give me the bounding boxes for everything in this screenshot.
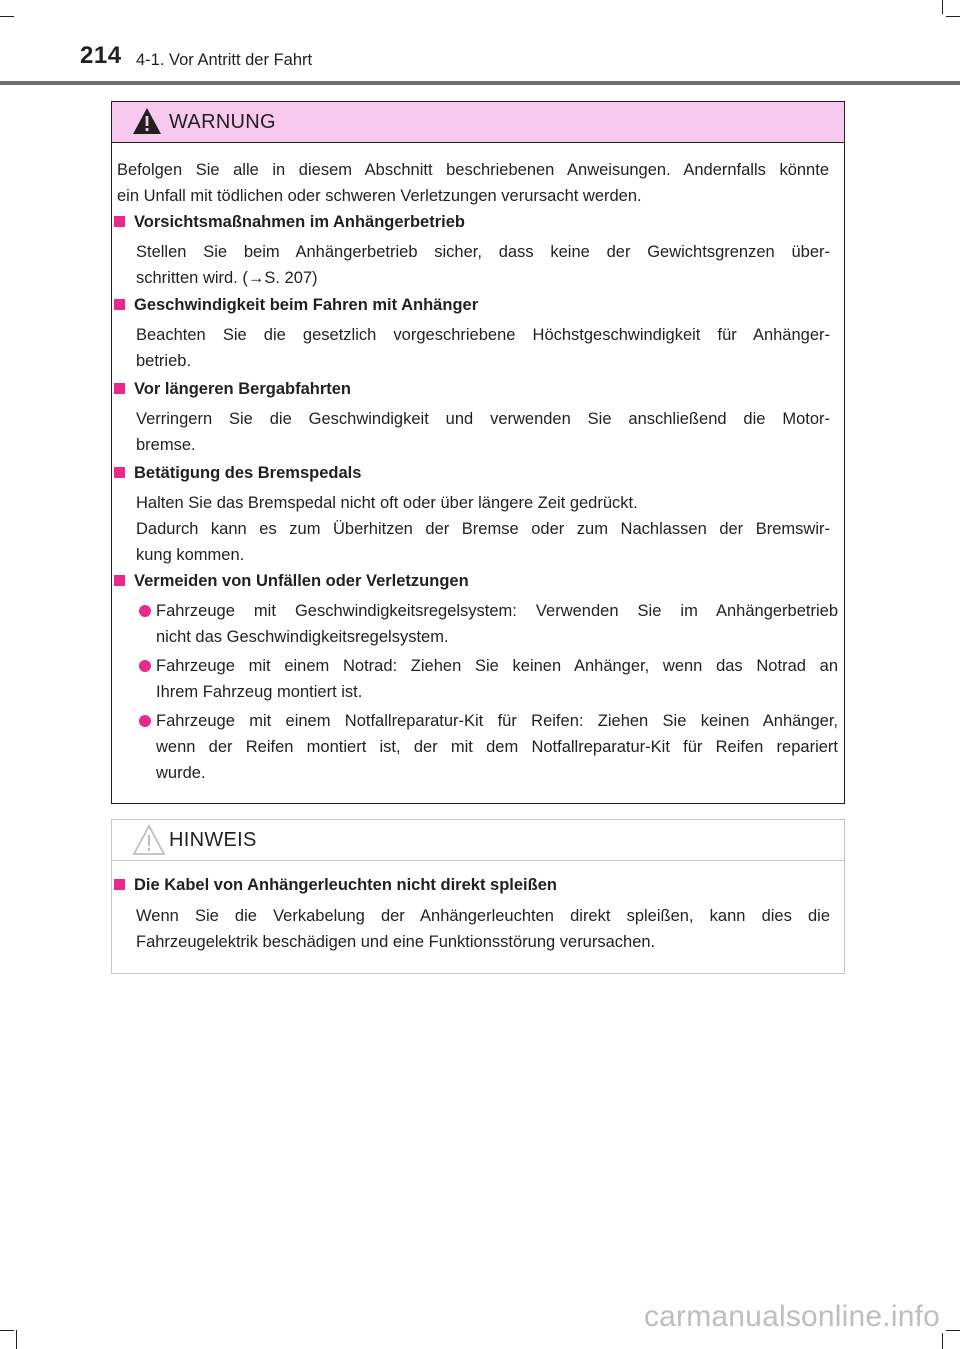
- crop-mark: [946, 1330, 960, 1331]
- round-bullet-icon: [139, 605, 151, 617]
- warning-paragraph-2: Beachten Sie die gesetzlich vorgeschriebene Höchstgeschwindigkeit für Anhänger- betrieb.: [136, 326, 830, 370]
- note-header: [112, 820, 844, 861]
- warning-paragraph-1: Stellen Sie beim Anhängerbetrieb sicher, dass keine der Gewichtsgrenzen über- schritten wird. (→S. 207): [136, 243, 830, 287]
- warning-heading-4: Betätigung des Bremspedals: [114, 464, 361, 483]
- crop-mark: [0, 1330, 14, 1331]
- crop-mark: [942, 1333, 943, 1349]
- round-bullet-icon: [139, 715, 151, 727]
- square-bullet-icon: [114, 879, 125, 890]
- warning-heading-2: Geschwindigkeit beim Fahren mit Anhänger: [114, 296, 478, 315]
- watermark: carmanualsonline.info: [643, 1300, 940, 1333]
- square-bullet-icon: [114, 216, 125, 227]
- note-paragraph: Wenn Sie die Verkabelung der Anhängerleuchten direkt spleißen, kann dies die Fahrzeugelektrik beschädigen und eine Funktionsstörung verursachen.: [136, 907, 830, 951]
- square-bullet-icon: [114, 467, 125, 478]
- page-header: [0, 0, 960, 90]
- warning-paragraph-3: Verringern Sie die Geschwindigkeit und verwenden Sie anschließend die Motor- bremse.: [136, 410, 830, 454]
- warning-heading-1: Vorsichtsmaßnahmen im Anhängerbetrieb: [114, 213, 465, 232]
- warning-triangle-icon: [132, 107, 162, 135]
- section-title: 4-1. Vor Antritt der Fahrt: [136, 51, 313, 69]
- caution-triangle-icon: [132, 824, 166, 856]
- warning-heading-3: Vor längeren Bergabfahrten: [114, 380, 351, 399]
- round-bullet-icon: [139, 660, 151, 672]
- page-number: 214: [80, 42, 122, 69]
- warning-heading-5: Vermeiden von Unfällen oder Verletzungen: [114, 572, 469, 591]
- note-title: HINWEIS: [169, 829, 257, 851]
- note-heading: Die Kabel von Anhängerleuchten nicht direkt spleißen: [114, 876, 557, 895]
- square-bullet-icon: [114, 383, 125, 394]
- header-rule: [0, 81, 960, 85]
- warning-paragraph-4: Halten Sie das Bremspedal nicht oft oder über längere Zeit gedrückt. Dadurch kann es zum Überhitzen der Bremse oder zum Nachlassen der Bremswir- kung kommen.: [136, 494, 830, 564]
- square-bullet-icon: [114, 575, 125, 586]
- warning-header: [112, 102, 844, 143]
- square-bullet-icon: [114, 299, 125, 310]
- warning-intro: Befolgen Sie alle in diesem Abschnitt beschriebenen Anweisungen. Andernfalls könnte ein Unfall mit tödlichen oder schweren Verletzungen verursacht werden.: [117, 161, 829, 205]
- warning-title: WARNUNG: [169, 111, 276, 133]
- crop-mark: [16, 1330, 17, 1349]
